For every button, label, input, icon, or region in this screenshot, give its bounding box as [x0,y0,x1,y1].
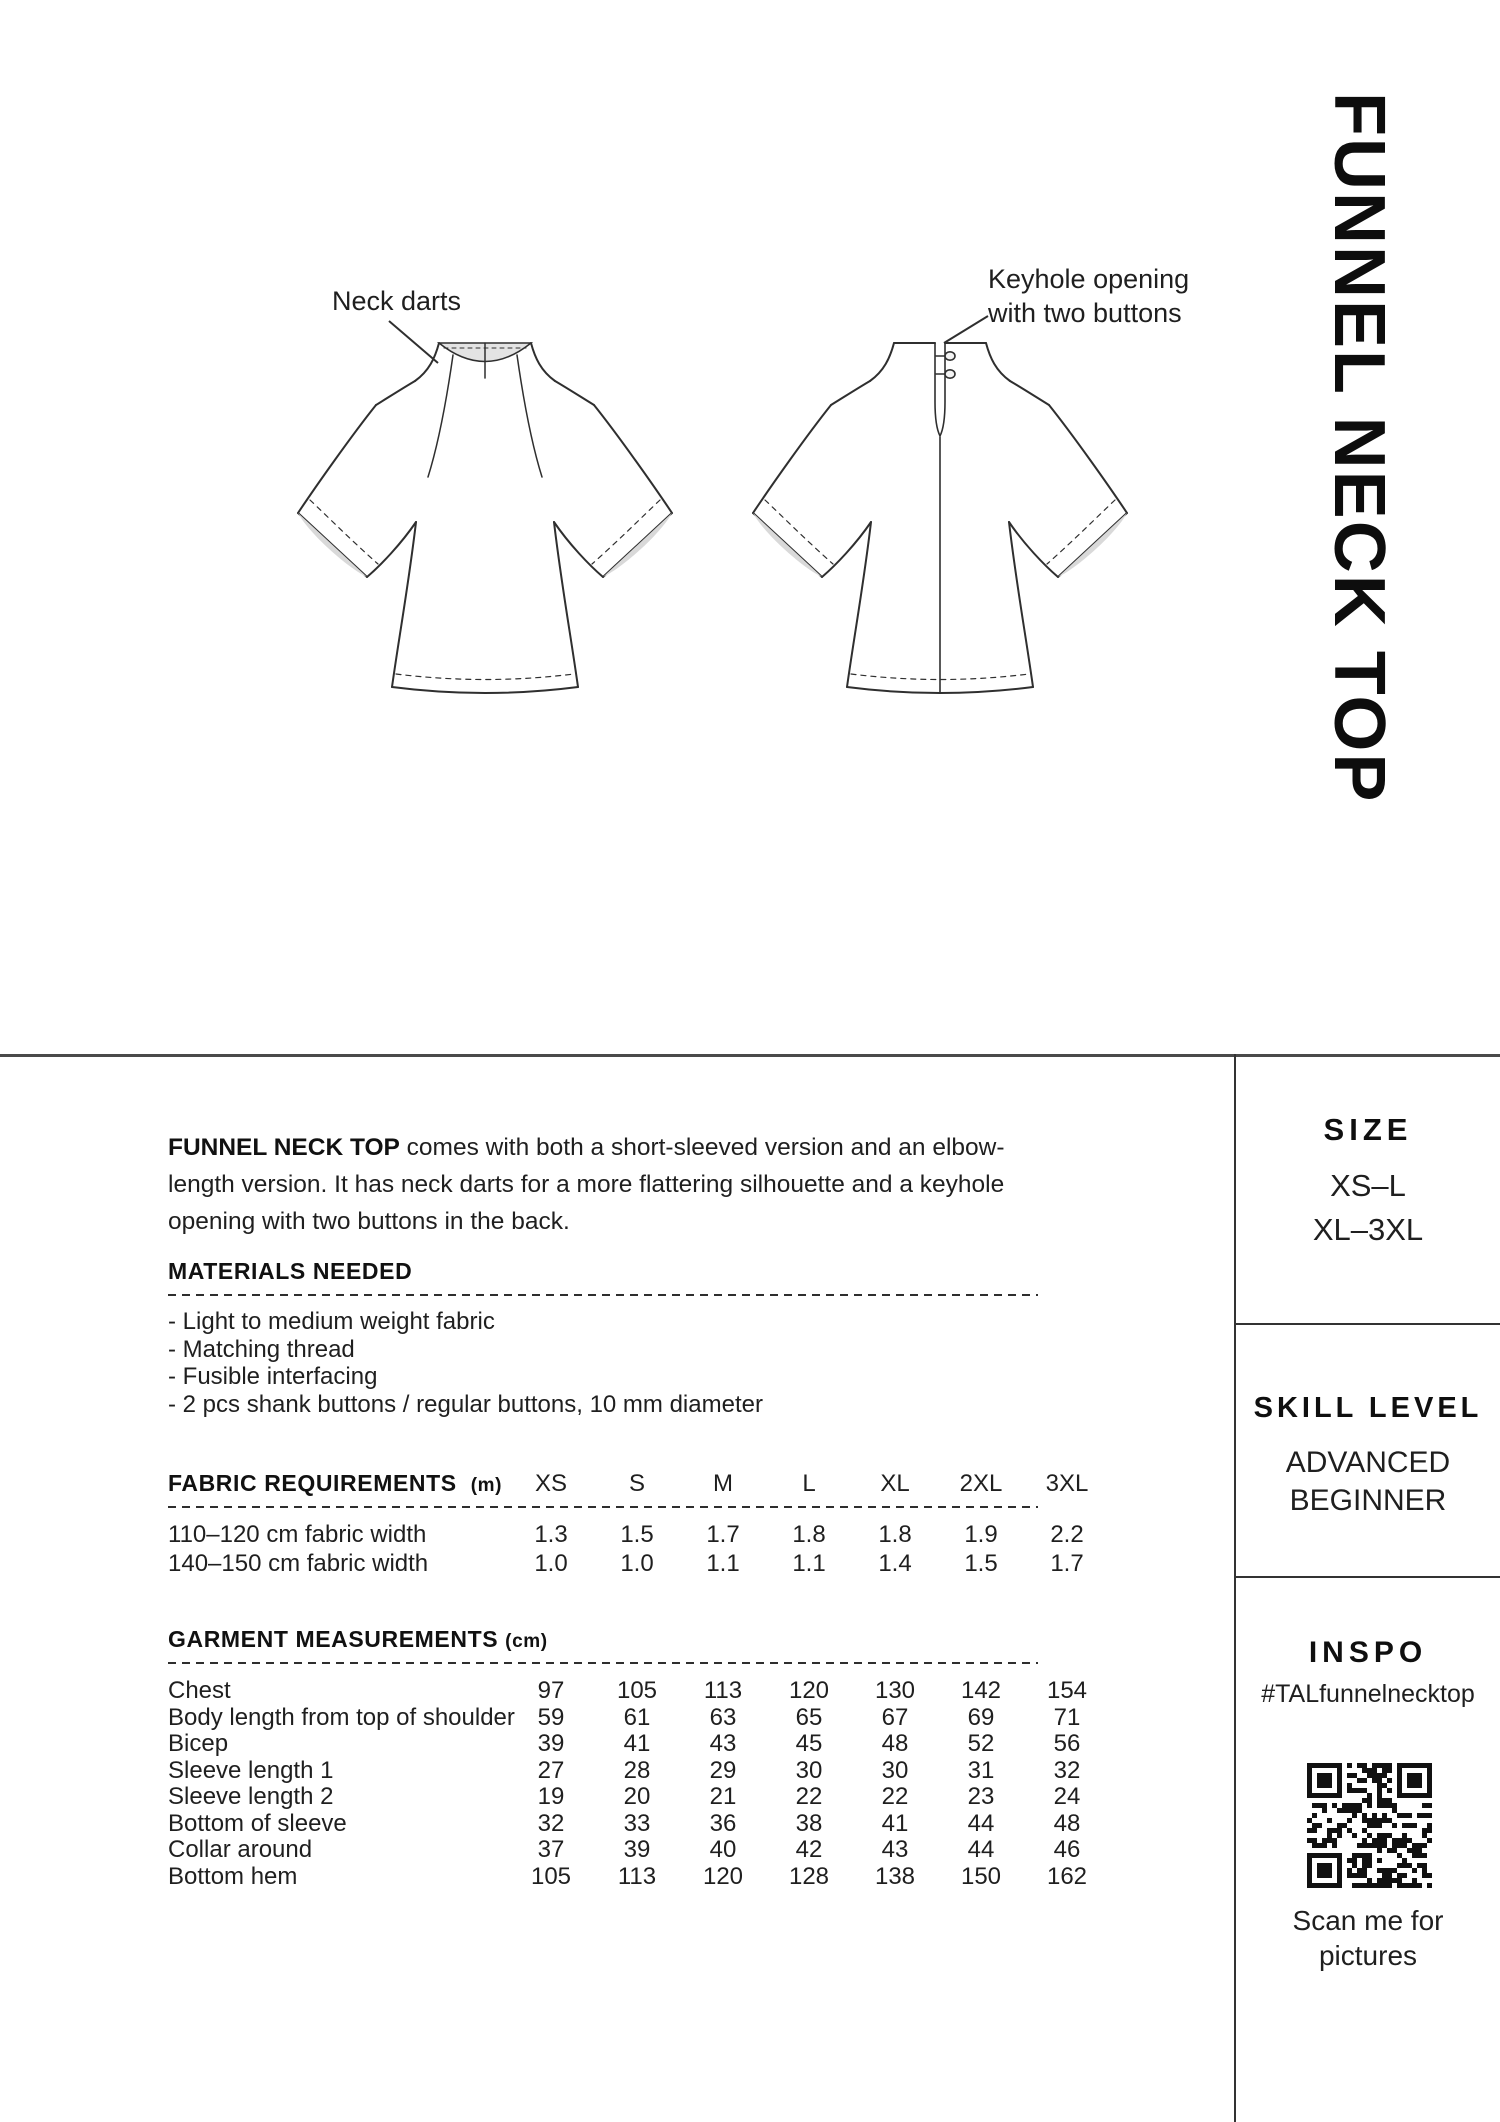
measurement-value: 20 [623,1783,651,1810]
front-annotation-label: Neck darts [332,286,462,316]
materials-item: - 2 pcs shank buttons / regular buttons, 10 mm diameter [168,1390,763,1418]
table-row [168,1784,1110,1811]
size-header: 2XL [959,1470,1003,1497]
fabric-value: 1.5 [620,1521,654,1548]
measurement-value: 162 [1046,1862,1088,1890]
measurement-value: 39 [623,1836,651,1863]
measurement-value: 105 [530,1862,572,1890]
measurement-value: 69 [967,1703,995,1731]
inspo-hashtag: #TALfunnelnecktop [1261,1680,1475,1708]
measurement-value: 142 [960,1677,1002,1704]
measurement-value: 97 [537,1677,565,1704]
fabric-heading [168,1470,508,1498]
measurement-value: 52 [967,1730,995,1757]
page-title: FUNNEL NECK TOP [1319,92,1399,804]
sidebar-divider-1 [1236,1323,1500,1325]
fabric-value: 1.9 [964,1521,998,1548]
qr-caption-line2: pictures [1318,1940,1418,1971]
fabric-value: 1.4 [878,1550,912,1577]
fabric-row-label: 140–150 cm fabric width [168,1550,429,1577]
measurement-value: 61 [623,1703,651,1731]
measurement-value: 113 [703,1677,743,1704]
fabric-heading-text: FABRIC REQUIREMENTS [168,1470,457,1496]
measurement-value: 38 [795,1809,823,1837]
main-horizontal-divider [0,1054,1500,1057]
measurement-value: 43 [709,1730,737,1757]
fabric-value: 1.1 [792,1550,826,1577]
measurement-value: 28 [623,1756,651,1784]
sidebar-skill-level-line2: BEGINNER [1289,1484,1447,1517]
measurements-heading [168,1626,548,1653]
table-row [168,1811,1110,1838]
size-header: XS [534,1470,567,1497]
size-header: XL [880,1470,910,1497]
size-header: M [713,1470,733,1497]
table-row [168,1550,1110,1578]
measurement-label: Sleeve length 2 [168,1783,334,1810]
measurements-heading-text: GARMENT MEASUREMENTS [168,1626,499,1652]
measurement-value: 120 [702,1862,744,1890]
measurement-value: 22 [795,1783,823,1810]
table-row [168,1521,1110,1549]
measurement-label: Bicep [168,1730,229,1757]
measurement-value: 24 [1053,1783,1081,1810]
materials-heading: MATERIALS NEEDED [168,1258,413,1284]
sidebar-skill-level-line1: ADVANCED [1285,1446,1451,1479]
fabric-divider [168,1506,1038,1508]
measurement-value: 138 [874,1862,916,1890]
measurement-value: 30 [795,1756,823,1784]
back-annotation-line2: with two buttons [988,298,1182,328]
intro-text: comes with both a short-sleeved version and an elbow-length version. It has neck darts for a more flattering silhouette and a keyhole opening with two buttons in the back. [168,1133,1005,1235]
intro-paragraph [168,1129,1060,1240]
measurements-table [168,1678,1110,1890]
back-annotation-line1: Keyhole opening [988,264,1190,294]
fabric-value: 1.7 [706,1521,740,1548]
sidebar-skill-heading: SKILL LEVEL [1253,1392,1483,1424]
fabric-value: 1.0 [620,1550,654,1577]
measurement-value: 30 [881,1756,909,1784]
measurement-label: Body length from top of shoulder [168,1703,515,1731]
qr-caption-line1: Scan me for [1292,1905,1444,1936]
size-header: L [802,1470,816,1497]
measurement-value: 48 [1053,1809,1081,1837]
measurement-value: 32 [1053,1756,1081,1784]
measurement-value: 113 [617,1862,657,1890]
measurement-value: 67 [881,1703,909,1731]
materials-divider [168,1294,1038,1296]
fabric-value: 1.8 [792,1521,826,1548]
intro-bold: FUNNEL NECK TOP [168,1133,400,1161]
measurement-value: 105 [616,1677,658,1704]
table-row [168,1758,1110,1785]
materials-list [168,1308,763,1418]
back-annotation-leader-line [940,312,992,348]
measurement-value: 41 [881,1809,909,1837]
fabric-value: 1.5 [964,1550,998,1577]
measurement-value: 39 [537,1730,565,1757]
fabric-row-label: 110–120 cm fabric width [168,1521,427,1548]
measurement-value: 31 [967,1756,995,1784]
fabric-value: 1.0 [534,1550,568,1577]
measurement-value: 120 [788,1677,830,1704]
measurement-value: 32 [537,1809,565,1837]
measurement-value: 19 [537,1783,565,1810]
measurement-value: 46 [1053,1836,1081,1863]
garment-front-drawing [248,252,698,702]
measurement-value: 33 [623,1809,651,1837]
fabric-header-row [168,1470,1110,1498]
materials-item: - Fusible interfacing [168,1363,378,1390]
qr-code [1307,1763,1432,1888]
qr-code-image [1307,1763,1432,1888]
measurement-value: 23 [967,1783,995,1810]
size-header: S [628,1470,645,1497]
measurement-value: 48 [881,1730,909,1757]
measurement-value: 21 [709,1783,737,1810]
measurement-value: 59 [537,1703,565,1731]
measurement-value: 27 [537,1756,565,1784]
size-header: 3XL [1045,1470,1089,1497]
table-row [168,1837,1110,1864]
measurement-value: 44 [967,1809,995,1837]
fabric-value: 1.7 [1050,1550,1084,1577]
table-row [168,1864,1110,1891]
measurement-value: 65 [795,1703,823,1731]
measurement-value: 63 [709,1703,737,1731]
measurement-value: 42 [795,1836,823,1863]
measurement-value: 37 [537,1836,565,1863]
fabric-value: 1.1 [706,1550,740,1577]
measurement-value: 22 [881,1783,909,1810]
sidebar-size-range-2: XL–3XL [1312,1212,1424,1247]
table-row [168,1678,1110,1705]
sidebar-divider-2 [1236,1576,1500,1578]
measurement-label: Sleeve length 1 [168,1756,334,1784]
measurement-value: 36 [709,1809,737,1837]
measurements-unit: (cm) [505,1631,548,1652]
measurement-value: 44 [967,1836,995,1863]
sidebar-size-heading: SIZE [1323,1112,1413,1147]
measurement-label: Collar around [168,1836,313,1863]
sidebar-inspo-heading: INSPO [1308,1636,1428,1669]
fabric-value: 2.2 [1050,1521,1084,1548]
fabric-unit: (m) [470,1475,503,1496]
table-row [168,1731,1110,1758]
fabric-value: 1.3 [534,1521,568,1548]
materials-item: - Light to medium weight fabric [168,1308,495,1335]
measurement-value: 29 [709,1756,737,1784]
measurement-value: 71 [1053,1703,1081,1731]
measurement-value: 56 [1053,1730,1081,1757]
measurement-label: Bottom hem [168,1862,298,1890]
measurements-divider [168,1662,1038,1664]
measurement-label: Chest [168,1677,231,1704]
back-annotation-label [988,262,1189,330]
measurement-value: 154 [1046,1677,1088,1704]
measurement-value: 128 [788,1862,830,1890]
materials-item: - Matching thread [168,1335,355,1363]
measurement-value: 150 [960,1862,1002,1890]
measurement-value: 45 [795,1730,823,1757]
measurement-label: Bottom of sleeve [168,1809,347,1837]
measurement-value: 43 [881,1836,909,1863]
table-row [168,1705,1110,1732]
measurement-value: 40 [709,1836,737,1863]
fabric-value: 1.8 [878,1521,912,1548]
front-annotation-leader-line [384,316,444,368]
sidebar-size-range-1: XS–L [1330,1168,1406,1203]
measurement-value: 41 [623,1730,651,1757]
measurement-value: 130 [874,1677,916,1704]
